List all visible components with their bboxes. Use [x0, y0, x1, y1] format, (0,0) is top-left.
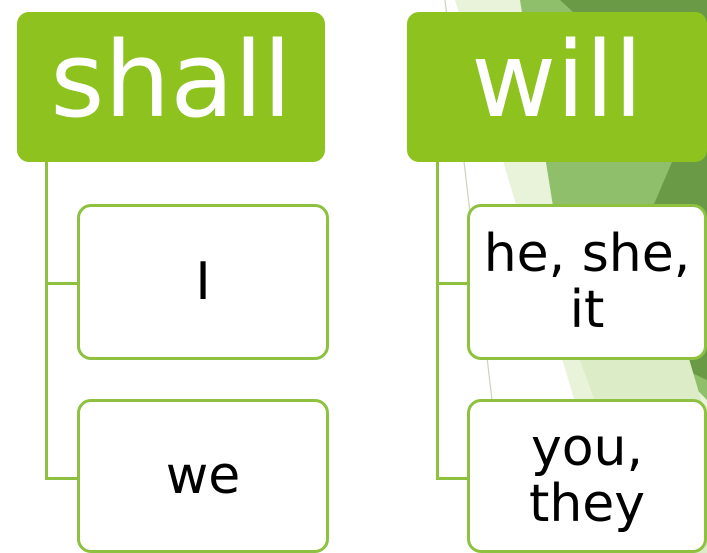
will-item-he-she-it	[467, 204, 707, 360]
will-header-label: will	[471, 19, 643, 141]
shall-item-we	[77, 399, 329, 553]
shall-item-i	[77, 204, 329, 360]
will-item-he-she-it-label: he, she, it	[483, 223, 691, 340]
right-branch-2	[436, 477, 469, 480]
will-item-you-they	[467, 399, 707, 553]
right-vertical-connector	[436, 160, 439, 480]
left-branch-1	[45, 282, 78, 285]
left-branch-2	[45, 477, 78, 480]
will-item-you-they-label: you, they	[528, 417, 646, 534]
right-branch-1	[436, 282, 469, 285]
shall-header-label: shall	[50, 19, 292, 141]
shall-header	[17, 12, 325, 162]
will-header	[407, 12, 707, 162]
left-vertical-connector	[45, 160, 48, 480]
shall-item-we-label: we	[165, 445, 241, 506]
shall-item-i-label: I	[195, 251, 211, 312]
